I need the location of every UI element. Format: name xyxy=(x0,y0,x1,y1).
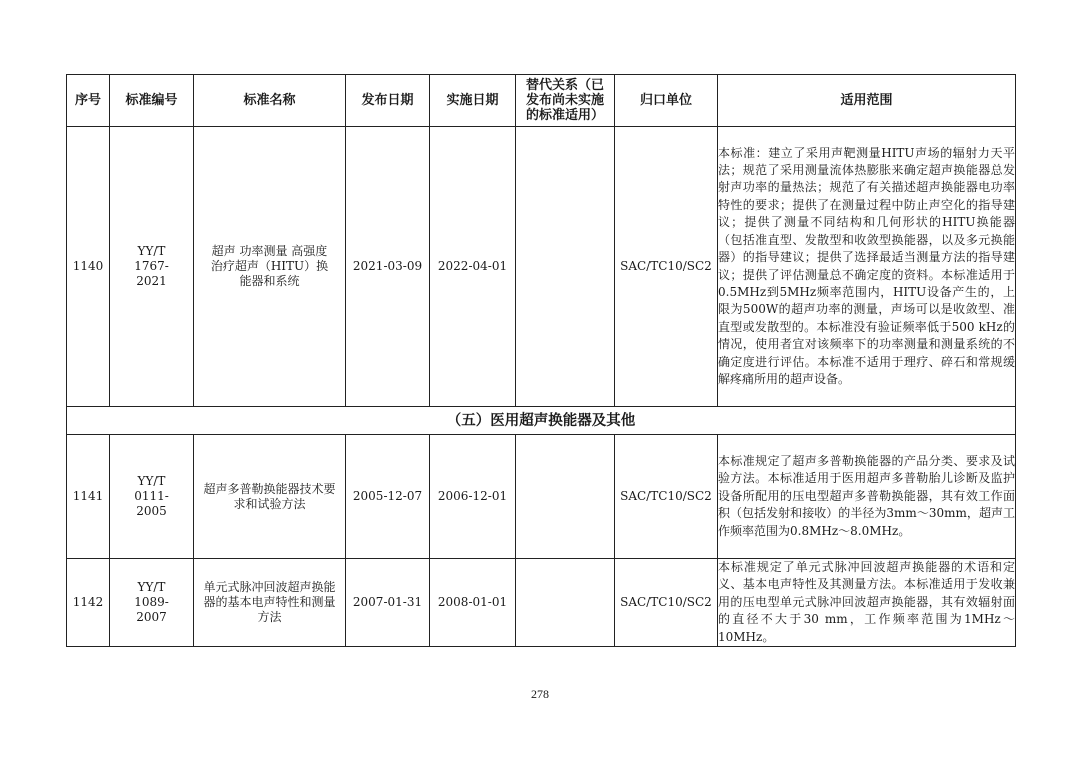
row-publish-date: 2007-01-31 xyxy=(346,559,430,647)
row-scope: 本标准规定了单元式脉冲回波超声换能器的术语和定义、基本电声特性及其测量方法。本标准适用于发收兼用的压电型单元式脉冲回波超声换能器，其有效辐射面的直径不大于30 mm，工作频率范围为1MHz～10MHz。 xyxy=(718,559,1016,647)
standards-table xyxy=(66,74,1016,647)
row-no: 1140 xyxy=(67,127,110,407)
row-name: 超声 功率测量 高强度治疗超声（HITU）换能器和系统 xyxy=(194,127,346,407)
header-replacement: 替代关系（已发布尚未实施的标准适用） xyxy=(516,75,615,127)
header-publish-date: 发布日期 xyxy=(346,75,430,127)
row-replacement xyxy=(516,559,615,647)
header-implement-date: 实施日期 xyxy=(430,75,516,127)
row-code: YY/T 0111-2005 xyxy=(110,435,194,559)
row-scope: 本标准规定了超声多普勒换能器的产品分类、要求及试验方法。本标准适用于医用超声多普勒胎儿诊断及监护设备所配用的压电型超声多普勒换能器，其有效工作面积（包括发射和接收）的半径为3mm～30mm，超声工作频率范围为0.8MHz～8.0MHz。 xyxy=(718,435,1016,559)
page-number: 278 xyxy=(531,687,549,701)
section-title: （五）医用超声换能器及其他 xyxy=(67,407,1016,435)
row-no: 1141 xyxy=(67,435,110,559)
header-name: 标准名称 xyxy=(194,75,346,127)
row-name: 超声多普勒换能器技术要求和试验方法 xyxy=(194,435,346,559)
row-replacement xyxy=(516,435,615,559)
table-row xyxy=(67,435,1016,559)
row-unit: SAC/TC10/SC2 xyxy=(615,127,718,407)
header-scope: 适用范围 xyxy=(718,75,1016,127)
row-code: YY/T 1089-2007 xyxy=(110,559,194,647)
section-row xyxy=(67,407,1016,435)
row-scope: 本标准：建立了采用声靶测量HITU声场的辐射力天平法；规范了采用测量流体热膨胀来确定超声换能器总发射声功率的量热法；规范了有关描述超声换能器电功率特性的要求；提供了在测量过程中防止声空化的指导建议；提供了测量不同结构和几何形状的HITU换能器（包括准直型、发散型和收敛型换能器，以及多元换能器）的指导建议；提供了选择最适当测量方法的指导建议；提供了评估测量总不确定度的资料。本标准适用于0.5MHz到5MHz频率范围内，HITU设备产生的，上限为500W的超声功率的测量，声场可以是收敛型、准直型或发散型的。本标准没有验证频率低于500 kHz的情况，使用者宜对该频率下的功率测量和测量系统的不确定度进行评估。本标准不适用于理疗、碎石和常规缓解疼痛所用的超声设备。 xyxy=(718,127,1016,407)
header-unit: 归口单位 xyxy=(615,75,718,127)
row-publish-date: 2005-12-07 xyxy=(346,435,430,559)
row-publish-date: 2021-03-09 xyxy=(346,127,430,407)
header-code: 标准编号 xyxy=(110,75,194,127)
row-implement-date: 2008-01-01 xyxy=(430,559,516,647)
row-name: 单元式脉冲回波超声换能器的基本电声特性和测量方法 xyxy=(194,559,346,647)
header-row xyxy=(67,75,1016,127)
row-implement-date: 2022-04-01 xyxy=(430,127,516,407)
row-unit: SAC/TC10/SC2 xyxy=(615,559,718,647)
row-code: YY/T 1767-2021 xyxy=(110,127,194,407)
table-row xyxy=(67,559,1016,647)
row-no: 1142 xyxy=(67,559,110,647)
row-unit: SAC/TC10/SC2 xyxy=(615,435,718,559)
table-row xyxy=(67,127,1016,407)
row-replacement xyxy=(516,127,615,407)
header-no: 序号 xyxy=(67,75,110,127)
row-implement-date: 2006-12-01 xyxy=(430,435,516,559)
